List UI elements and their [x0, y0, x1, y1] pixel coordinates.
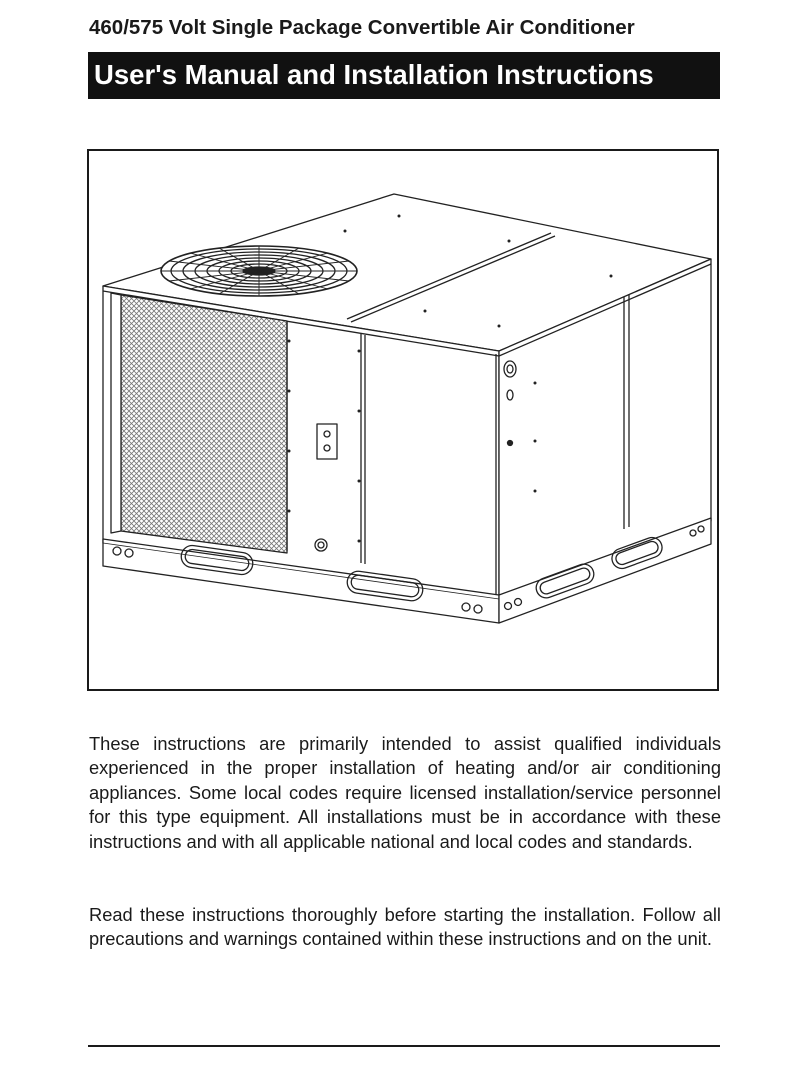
air-conditioner-unit-icon	[89, 151, 717, 689]
document-title-banner	[88, 52, 720, 99]
unit-figure-frame	[87, 149, 719, 691]
read-instructions-paragraph: Read these instructions thoroughly before starting the installation. Follow all precautions and warnings contained within these instructions and on the unit.	[89, 904, 721, 950]
footer-rule	[88, 1045, 720, 1047]
document-title: User's Manual and Installation Instructions	[94, 59, 654, 90]
document-subtitle: 460/575 Volt Single Package Convertible Air Conditioner	[89, 16, 635, 39]
intro-paragraph: These instructions are primarily intended to assist qualified individuals experienced in the proper installation of heating and/or air conditioning appliances. Some local codes require licensed installation/service personnel for this type equipment. All installations must be in accordance with these instructions and with all applicable national and local codes and standards.	[89, 733, 721, 852]
